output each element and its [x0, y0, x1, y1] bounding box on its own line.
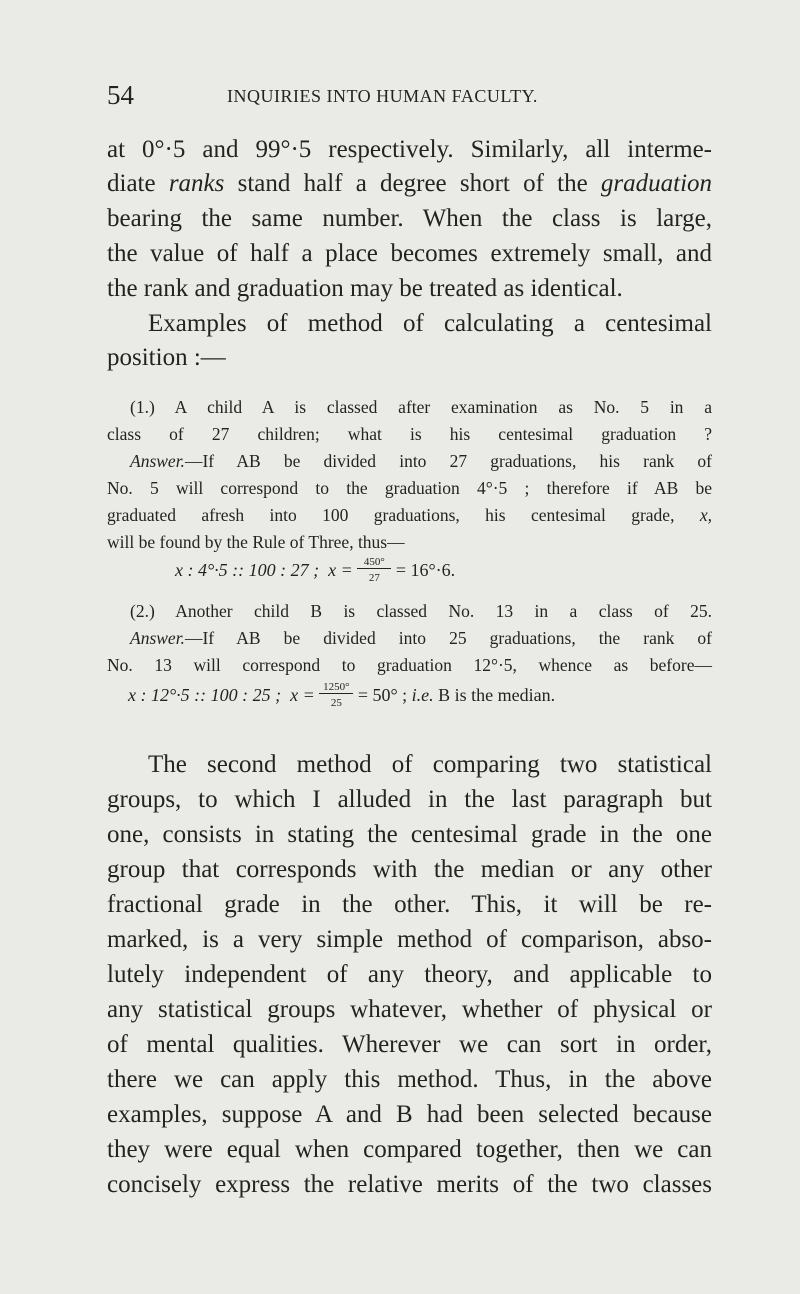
text-line: at 0°·5 and 99°·5 respectively. Similarly, all interme-: [107, 136, 712, 163]
equation-2: x : 12°·5 :: 100 : 25 ; x = $\frac{1250^\circ}{25}$ = 50° ; i.e. B is the median.: [128, 680, 556, 709]
example-line: Answer.—If AB be divided into 25 graduations, the rank of: [130, 628, 712, 648]
text-line: groups, to which I alluded in the last paragraph but: [107, 786, 712, 813]
italic-term: graduation: [600, 170, 713, 197]
text-line: the value of half a place becomes extremely small, and: [107, 240, 712, 267]
text-line: concisely express the relative merits of the two classes: [107, 1171, 712, 1198]
example-line: graduated afresh into 100 graduations, his centesimal grade, x,: [107, 505, 712, 525]
text-line: diate ranks stand half a degree short of the graduation: [107, 170, 713, 197]
text-line: fractional grade in the other. This, it will be re-: [107, 891, 712, 918]
page-header: [107, 80, 707, 110]
text-line: one, consists in stating the centesimal grade in the one: [107, 821, 712, 848]
text-line: examples, suppose A and B had been selected because: [107, 1101, 712, 1128]
text-line: The second method of comparing two statistical: [148, 751, 712, 778]
text-line: position :—: [107, 344, 226, 371]
example-line: No. 13 will correspond to graduation 12°·5, whence as before—: [107, 655, 712, 675]
text-line: marked, is a very simple method of comparison, abso-: [107, 926, 712, 953]
running-title: INQUIRIES INTO HUMAN FACULTY.: [227, 86, 538, 106]
fraction: $\frac{1250^\circ}{25}$: [319, 687, 353, 707]
page-number: 54: [107, 80, 134, 110]
example-line: will be found by the Rule of Three, thus—: [107, 532, 405, 552]
answer-label: Answer.: [130, 451, 185, 471]
text-line: any statistical groups whatever, whether of physical or: [107, 996, 712, 1023]
text-line: Examples of method of calculating a centesimal: [148, 310, 712, 337]
text-line: there we can apply this method. Thus, in the above: [107, 1066, 712, 1093]
example-line: Answer.—If AB be divided into 27 graduations, his rank of: [130, 451, 712, 471]
example-line: No. 5 will correspond to the graduation 4°·5 ; therefore if AB be: [107, 478, 712, 498]
text-line: they were equal when compared together, then we can: [107, 1136, 712, 1163]
text-line: of mental qualities. Wherever we can sort in order,: [107, 1031, 712, 1058]
text-line: group that corresponds with the median or any other: [107, 856, 712, 883]
example-line: (2.) Another child B is classed No. 13 in a class of 25.: [130, 601, 712, 621]
example-line: (1.) A child A is classed after examination as No. 5 in a: [130, 397, 712, 417]
example-line: class of 27 children; what is his centesimal graduation ?: [107, 424, 712, 444]
answer-label: Answer.: [130, 628, 185, 648]
italic-term: ranks: [168, 170, 225, 197]
text-line: the rank and graduation may be treated as identical.: [107, 275, 623, 302]
text-line: bearing the same number. When the class is large,: [107, 205, 712, 232]
text-line: lutely independent of any theory, and applicable to: [107, 961, 712, 988]
equation-1: x : 4°·5 :: 100 : 27 ; x = $\frac{450^\circ}{27}$ = 16°·6.: [175, 555, 456, 584]
fraction: $\frac{450^\circ}{27}$: [357, 562, 391, 582]
